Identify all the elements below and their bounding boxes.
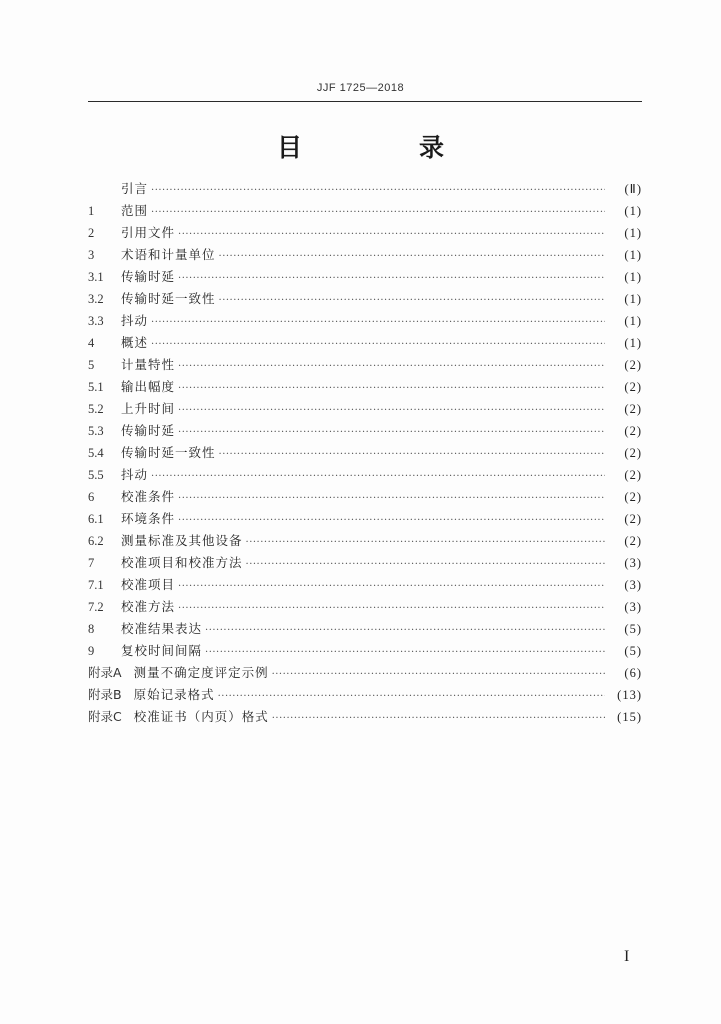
toc-dot-leader	[178, 268, 605, 290]
toc-entry-page: (3)	[624, 600, 642, 614]
toc-entry[interactable]	[88, 508, 642, 530]
toc-entry-title: 传输时延	[121, 423, 176, 438]
toc-dot-leader	[178, 378, 605, 400]
toc-entry-page: (1)	[624, 248, 642, 262]
page-title: 目 录	[276, 133, 490, 162]
toc-entry[interactable]	[88, 706, 642, 728]
toc-entry-number: 1	[88, 204, 95, 218]
toc-entry-title: 输出幅度	[121, 379, 176, 394]
toc-entry-page: (2)	[624, 490, 642, 504]
toc-entry-title: 校准结果表达	[121, 621, 203, 636]
toc-entry-number: 6.2	[88, 534, 104, 548]
toc-entry-title: 上升时间	[121, 401, 176, 416]
toc-entry[interactable]	[88, 596, 642, 618]
toc-dot-leader	[178, 356, 605, 378]
toc-entry-title: 测量标准及其他设备	[121, 533, 243, 548]
toc-entry[interactable]	[88, 420, 642, 442]
toc-dot-leader	[246, 554, 605, 576]
toc-entry-page: (Ⅱ)	[624, 182, 642, 196]
toc-dot-leader	[178, 598, 605, 620]
toc-dot-leader	[272, 664, 605, 686]
toc-entry-page: (1)	[624, 314, 642, 328]
toc-dot-leader	[151, 180, 605, 202]
toc-entry[interactable]	[88, 222, 642, 244]
toc-entry-page: (6)	[624, 666, 642, 680]
toc-entry[interactable]	[88, 662, 642, 684]
toc-entry-page: (1)	[624, 204, 642, 218]
toc-entry[interactable]	[88, 398, 642, 420]
toc-entry-title: 术语和计量单位	[121, 247, 216, 262]
toc-dot-leader	[178, 400, 605, 422]
toc-entry-title: 复校时间间隔	[121, 643, 203, 658]
toc-dot-leader	[246, 532, 605, 554]
toc-entry-page: (2)	[624, 402, 642, 416]
toc-entry-number: 7	[88, 556, 95, 570]
toc-dot-leader	[178, 488, 605, 510]
toc-appendix-number: 附录C	[88, 709, 122, 724]
toc-entry-title: 校准证书（内页）格式	[133, 709, 269, 724]
toc-entry[interactable]	[88, 640, 642, 662]
toc-entry-number: 5.5	[88, 468, 104, 482]
toc-entry-title: 引言	[121, 181, 149, 196]
toc-entry-page: (1)	[624, 270, 642, 284]
toc-entry-page: (1)	[624, 292, 642, 306]
toc-entry[interactable]	[88, 266, 642, 288]
toc-dot-leader	[151, 312, 605, 334]
toc-entry[interactable]	[88, 486, 642, 508]
toc-entry-number: 7.2	[88, 600, 104, 614]
toc-entry-title: 概述	[121, 335, 149, 350]
toc-entry-title: 引用文件	[121, 225, 176, 240]
toc-entry[interactable]	[88, 442, 642, 464]
toc-dot-leader	[178, 576, 605, 598]
toc-entry[interactable]	[88, 574, 642, 596]
toc-entry-title: 校准方法	[121, 599, 176, 614]
toc-entry-title: 抖动	[121, 467, 149, 482]
toc-entry[interactable]	[88, 376, 642, 398]
toc-dot-leader	[219, 444, 605, 466]
toc-entry-title: 校准项目和校准方法	[121, 555, 243, 570]
toc-entry-number: 3.1	[88, 270, 104, 284]
toc-entry-page: (2)	[624, 380, 642, 394]
toc-entry[interactable]	[88, 200, 642, 222]
table-of-contents	[88, 178, 642, 728]
toc-entry-title: 传输时延一致性	[121, 445, 216, 460]
toc-entry-title: 测量不确定度评定示例	[133, 665, 269, 680]
standard-code: JJF 1725—2018	[316, 82, 405, 94]
toc-entry-title: 传输时延	[121, 269, 176, 284]
toc-entry-number: 5	[88, 358, 95, 372]
toc-dot-leader	[151, 334, 605, 356]
toc-entry-number: 5.1	[88, 380, 104, 394]
toc-entry-number: 5.2	[88, 402, 104, 416]
toc-entry-number: 9	[88, 644, 95, 658]
toc-entry-page: (2)	[624, 446, 642, 460]
toc-dot-leader	[272, 708, 605, 730]
toc-entry-number: 7.1	[88, 578, 104, 592]
toc-entry-title: 原始记录格式	[133, 687, 215, 702]
toc-entry-page: (2)	[624, 424, 642, 438]
header-rule	[88, 101, 642, 102]
toc-dot-leader	[178, 224, 605, 246]
toc-entry-number: 5.4	[88, 446, 104, 460]
toc-appendix-number: 附录A	[88, 665, 122, 680]
toc-entry[interactable]	[88, 354, 642, 376]
toc-entry-page: (13)	[617, 688, 642, 702]
toc-entry[interactable]	[88, 684, 642, 706]
toc-entry-title: 计量特性	[121, 357, 176, 372]
toc-dot-leader	[151, 202, 605, 224]
toc-entry-page: (2)	[624, 512, 642, 526]
toc-dot-leader	[219, 246, 605, 268]
toc-entry-number: 6.1	[88, 512, 104, 526]
toc-dot-leader	[218, 686, 605, 708]
toc-entry-number: 2	[88, 226, 95, 240]
toc-entry[interactable]	[88, 552, 642, 574]
toc-entry-page: (3)	[624, 578, 642, 592]
toc-dot-leader	[205, 642, 605, 664]
toc-dot-leader	[219, 290, 605, 312]
toc-entry-number: 3.2	[88, 292, 104, 306]
toc-entry-number: 5.3	[88, 424, 104, 438]
toc-entry-page: (2)	[624, 534, 642, 548]
toc-entry[interactable]	[88, 288, 642, 310]
toc-dot-leader	[178, 422, 605, 444]
toc-entry-title: 环境条件	[121, 511, 176, 526]
toc-entry-title: 抖动	[121, 313, 149, 328]
toc-entry-number: 4	[88, 336, 95, 350]
toc-entry-title: 校准项目	[121, 577, 176, 592]
toc-entry-page: (5)	[624, 622, 642, 636]
toc-entry-title: 范围	[121, 203, 149, 218]
toc-entry-number: 8	[88, 622, 95, 636]
toc-entry-page: (5)	[624, 644, 642, 658]
toc-appendix-number: 附录B	[88, 687, 122, 702]
toc-entry-page: (2)	[624, 358, 642, 372]
toc-entry[interactable]	[88, 530, 642, 552]
toc-entry-page: (1)	[624, 226, 642, 240]
toc-entry[interactable]	[88, 332, 642, 354]
toc-dot-leader	[151, 466, 605, 488]
toc-entry-page: (1)	[624, 336, 642, 350]
page-number: I	[624, 948, 630, 965]
toc-entry[interactable]	[88, 244, 642, 266]
toc-entry-number: 3.3	[88, 314, 104, 328]
toc-entry-number: 3	[88, 248, 95, 262]
toc-entry[interactable]	[88, 618, 642, 640]
toc-entry-page: (3)	[624, 556, 642, 570]
toc-dot-leader	[205, 620, 605, 642]
toc-entry[interactable]	[88, 464, 642, 486]
toc-entry-page: (15)	[617, 710, 642, 724]
toc-entry[interactable]	[88, 310, 642, 332]
toc-dot-leader	[178, 510, 605, 532]
toc-entry-title: 校准条件	[121, 489, 176, 504]
toc-entry-number: 6	[88, 490, 95, 504]
toc-entry[interactable]	[88, 178, 642, 200]
toc-entry-title: 传输时延一致性	[121, 291, 216, 306]
toc-entry-page: (2)	[624, 468, 642, 482]
